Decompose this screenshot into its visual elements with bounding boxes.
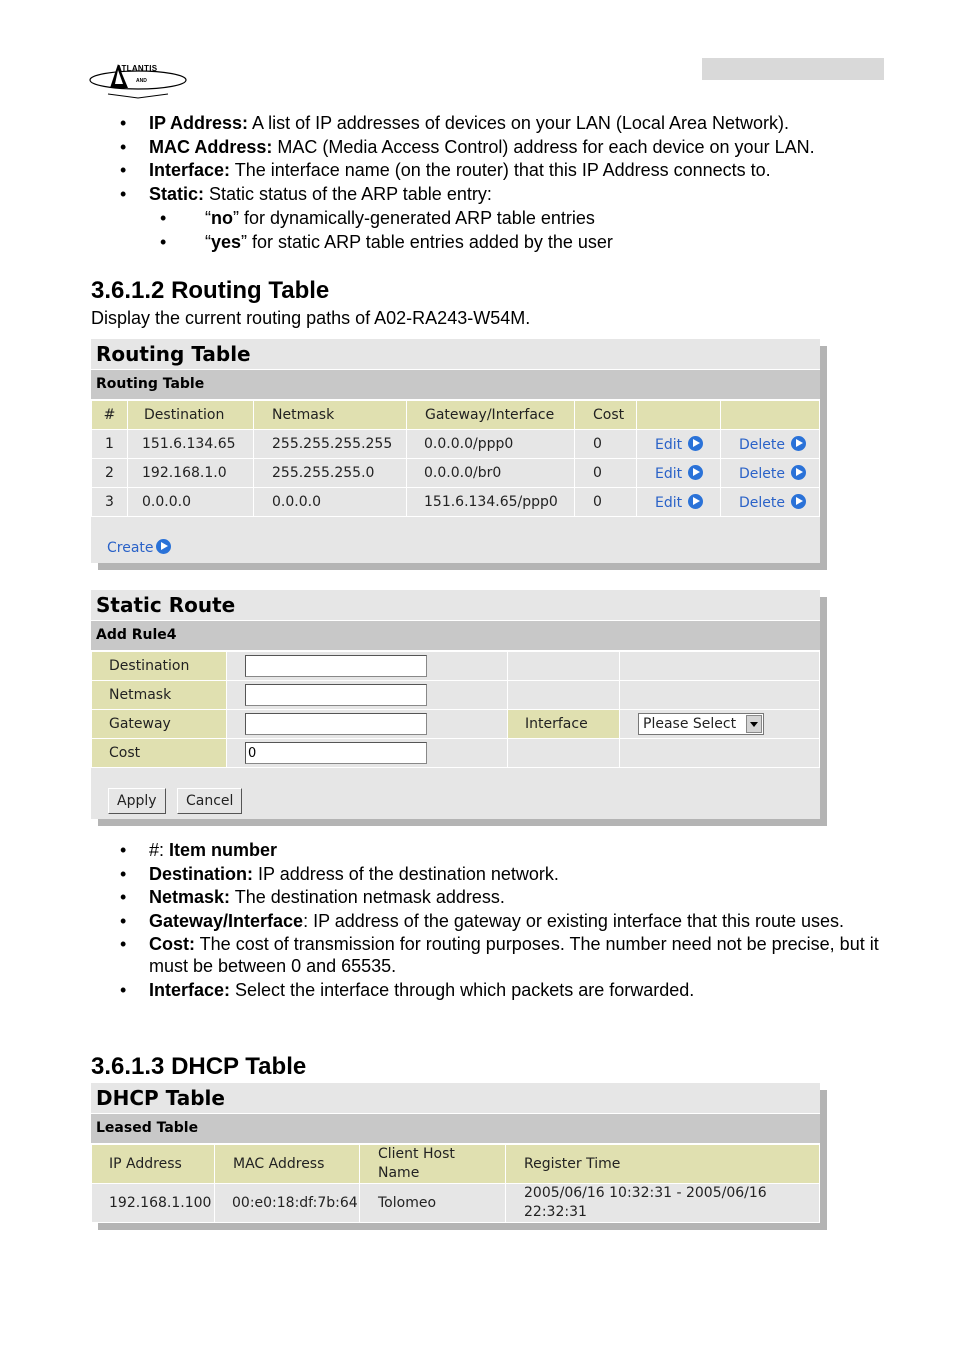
column-header xyxy=(721,401,820,430)
panel-footer xyxy=(91,517,820,561)
form-row xyxy=(92,652,820,681)
form-buttons xyxy=(91,768,820,818)
netmask-cell: 255.255.255.0 xyxy=(254,459,407,488)
list-item: • Gateway/Interface: IP address of the gateway or existing interface that this route uses. xyxy=(120,910,890,932)
empty-cell xyxy=(620,681,820,710)
interface-cell xyxy=(620,710,820,739)
list-item: • #: Item number xyxy=(120,839,890,861)
column-header xyxy=(637,401,721,430)
cancel-button[interactable]: Cancel xyxy=(177,788,242,814)
gateway-label: Gateway xyxy=(92,710,227,739)
panel-title: DHCP Table xyxy=(91,1083,820,1114)
arrow-right-icon xyxy=(791,494,806,509)
column-header: # xyxy=(92,401,128,430)
column-header: Gateway/Interface xyxy=(407,401,575,430)
logo-subtext: AND xyxy=(136,78,147,84)
cost-cell xyxy=(227,739,508,768)
form-row xyxy=(92,739,820,768)
dhcp-leased-table xyxy=(91,1144,820,1223)
arrow-right-icon xyxy=(156,539,171,554)
empty-cell xyxy=(508,652,620,681)
list-item: • Destination: IP address of the destination network. xyxy=(120,863,890,885)
delete-button[interactable]: Delete xyxy=(721,459,820,488)
empty-cell xyxy=(620,739,820,768)
destination-cell: 192.168.1.0 xyxy=(128,459,254,488)
ip-cell: 192.168.1.100 xyxy=(92,1184,215,1223)
arrow-right-icon xyxy=(791,436,806,451)
list-item: • MAC Address: MAC (Media Access Control) address for each device on your LAN. xyxy=(120,136,890,158)
static-route-form xyxy=(91,651,820,768)
destination-input[interactable] xyxy=(245,655,427,677)
empty-cell xyxy=(508,681,620,710)
delete-button[interactable]: Delete xyxy=(721,430,820,459)
table-row xyxy=(92,430,820,459)
gateway-cell: 0.0.0.0/ppp0 xyxy=(407,430,575,459)
table-header-row xyxy=(92,1145,820,1184)
netmask-cell xyxy=(227,681,508,710)
host-cell: Tolomeo xyxy=(360,1184,506,1223)
netmask-cell: 255.255.255.255 xyxy=(254,430,407,459)
cost-cell: 0 xyxy=(575,459,637,488)
cost-cell: 0 xyxy=(575,430,637,459)
apply-button[interactable]: Apply xyxy=(108,788,166,814)
netmask-input[interactable] xyxy=(245,684,427,706)
list-item: • Netmask: The destination netmask address. xyxy=(120,886,890,908)
cost-label: Cost xyxy=(92,739,227,768)
destination-cell xyxy=(227,652,508,681)
routing-description: Display the current routing paths of A02-RA243-W54M. xyxy=(91,308,531,328)
row-number: 3 xyxy=(92,488,128,517)
cost-input[interactable] xyxy=(245,742,427,764)
column-header: MAC Address xyxy=(215,1145,360,1184)
destination-label: Destination xyxy=(92,652,227,681)
logo-wordmark: ATLANTIS xyxy=(116,64,158,73)
static-values-list xyxy=(160,206,613,254)
edit-button[interactable]: Edit xyxy=(637,430,721,459)
dhcp-table-panel xyxy=(91,1083,820,1223)
chevron-down-icon xyxy=(746,715,762,733)
panel-title: Static Route xyxy=(91,590,820,621)
panel-subtitle: Routing Table xyxy=(91,370,820,400)
list-item: • Interface: Select the interface through which packets are forwarded. xyxy=(120,979,890,1001)
edit-button[interactable]: Edit xyxy=(637,459,721,488)
empty-cell xyxy=(508,739,620,768)
section-heading-dhcp-table: 3.6.1.3 DHCP Table xyxy=(91,1053,307,1080)
list-item: • “no” for dynamically-generated ARP table entries xyxy=(160,206,613,230)
gateway-cell xyxy=(227,710,508,739)
create-button[interactable]: Create xyxy=(107,539,171,556)
interface-select[interactable]: Please Select xyxy=(638,713,764,735)
time-cell: 2005/06/16 10:32:31 - 2005/06/16 22:32:31 xyxy=(506,1184,820,1223)
form-row xyxy=(92,681,820,710)
mac-cell: 00:e0:18:df:7b:64 xyxy=(215,1184,360,1223)
route-field-list xyxy=(120,839,890,1001)
gateway-input[interactable] xyxy=(245,713,427,735)
cost-cell: 0 xyxy=(575,488,637,517)
list-item: • IP Address: A list of IP addresses of devices on your LAN (Local Area Network). xyxy=(120,112,890,134)
header-bar xyxy=(702,58,884,80)
edit-button[interactable]: Edit xyxy=(637,488,721,517)
column-header: Destination xyxy=(128,401,254,430)
destination-cell: 0.0.0.0 xyxy=(128,488,254,517)
arrow-right-icon xyxy=(791,465,806,480)
section-heading-routing-table: 3.6.1.2 Routing Table xyxy=(91,277,330,304)
column-header: Register Time xyxy=(506,1145,820,1184)
row-number: 2 xyxy=(92,459,128,488)
arrow-right-icon xyxy=(688,494,703,509)
row-number: 1 xyxy=(92,430,128,459)
arp-field-list xyxy=(120,112,890,205)
arrow-right-icon xyxy=(688,436,703,451)
panel-title: Routing Table xyxy=(91,339,820,370)
netmask-label: Netmask xyxy=(92,681,227,710)
routing-table xyxy=(91,400,820,517)
netmask-cell: 0.0.0.0 xyxy=(254,488,407,517)
table-row xyxy=(92,1184,820,1223)
arrow-right-icon xyxy=(688,465,703,480)
panel-subtitle: Leased Table xyxy=(91,1114,820,1144)
column-header: IP Address xyxy=(92,1145,215,1184)
gateway-cell: 0.0.0.0/br0 xyxy=(407,459,575,488)
column-header: Netmask xyxy=(254,401,407,430)
gateway-cell: 151.6.134.65/ppp0 xyxy=(407,488,575,517)
interface-label: Interface xyxy=(508,710,620,739)
panel-subtitle: Add Rule4 xyxy=(91,621,820,651)
table-header-row xyxy=(92,401,820,430)
column-header: Cost xyxy=(575,401,637,430)
table-row xyxy=(92,459,820,488)
empty-cell xyxy=(620,652,820,681)
column-header: Client Host Name xyxy=(360,1145,506,1184)
list-item: • Static: Static status of the ARP table entry: xyxy=(120,183,890,205)
routing-table-panel xyxy=(91,339,820,563)
static-route-panel xyxy=(91,590,820,819)
delete-button[interactable]: Delete xyxy=(721,488,820,517)
form-row xyxy=(92,710,820,739)
list-item: • Interface: The interface name (on the router) that this IP Address connects to. xyxy=(120,159,890,181)
destination-cell: 151.6.134.65 xyxy=(128,430,254,459)
atlantis-logo xyxy=(88,54,188,100)
table-row xyxy=(92,488,820,517)
list-item: • Cost: The cost of transmission for routing purposes. The number need not be precise, but it must be between 0 and 65535. xyxy=(120,933,890,977)
list-item: • “yes” for static ARP table entries added by the user xyxy=(160,230,613,254)
